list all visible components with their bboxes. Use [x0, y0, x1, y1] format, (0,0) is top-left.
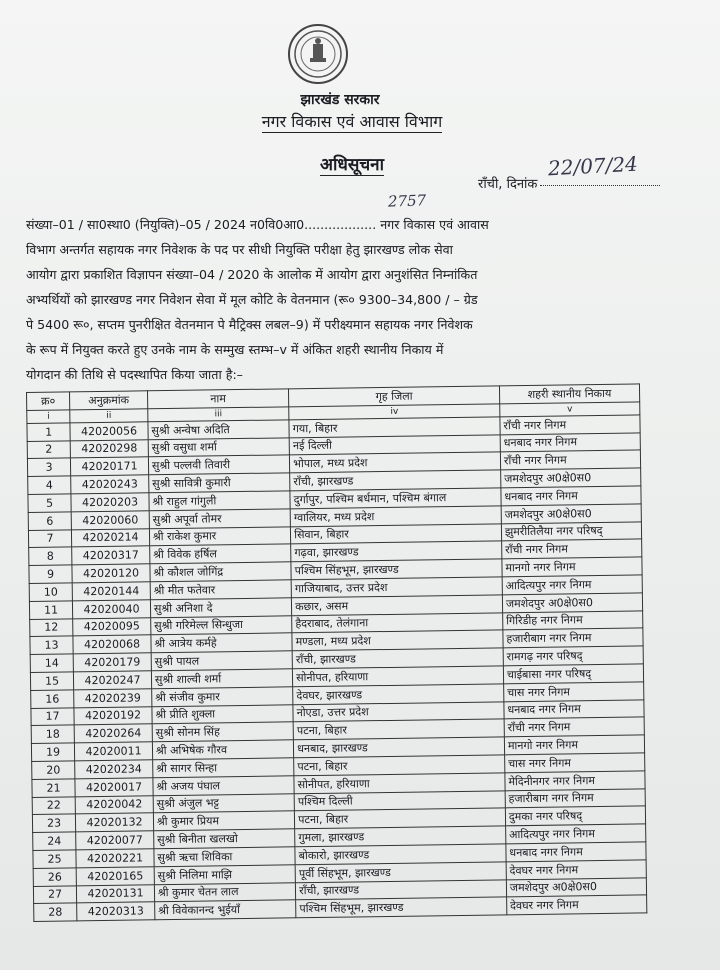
urban-body-cell: हजारीबाग नगर निगम [503, 628, 643, 648]
roll-number-cell: 42020165 [76, 866, 154, 885]
home-district-cell: गढ़वा, झारखण्ड [291, 541, 502, 562]
serial-cell: 2 [27, 440, 70, 458]
roll-number-cell: 42020214 [72, 528, 150, 547]
name-cell: सुश्री सोनम सिंह [152, 722, 293, 742]
roll-number-cell: 42020221 [76, 849, 154, 868]
serial-cell: 18 [31, 725, 74, 743]
roll-number-cell: 42020234 [75, 760, 153, 779]
name-cell: श्री मीत फतेवार [150, 580, 291, 600]
home-district-cell: पटना, बिहार [293, 719, 504, 740]
name-cell: श्री कौशल जोगिंद्र [150, 562, 291, 582]
urban-body-cell: धनबाद नगर निगम [506, 842, 646, 862]
roll-number-cell: 42020056 [70, 422, 148, 441]
home-district-cell: गया, बिहार [289, 417, 500, 438]
name-cell: सुश्री पल्लवी तिवारी [148, 455, 289, 475]
home-district-cell: देवघर, झारखण्ड [293, 684, 504, 705]
column-number: i [27, 410, 70, 424]
name-cell: सुश्री पायल [151, 651, 292, 671]
name-cell: सुश्री ऋचा शिविका [154, 847, 295, 867]
urban-body-cell: हजारीबाग नगर निगम [505, 788, 645, 808]
paragraph-line: संख्या–01 / सा0स्था0 (नियुक्ति)–05 / 2024 न0वि0आ0.................. नगर विकास एवं आवास [26, 217, 489, 232]
roll-number-cell: 42020313 [77, 902, 155, 921]
name-cell: सुश्री निलिमा माझि [154, 865, 295, 885]
header-home-district: गृह जिला [289, 386, 500, 407]
urban-body-cell: जमशेदपुर अ0क्षे0स0 [501, 504, 641, 524]
home-district-cell: नोएडा, उत्तर प्रदेश [293, 701, 504, 722]
roll-number-cell: 42020132 [76, 813, 154, 832]
name-cell: श्री कुमार प्रियम [153, 811, 294, 831]
serial-cell: 20 [32, 761, 75, 779]
serial-cell: 19 [31, 743, 74, 761]
name-cell: श्री कुमार चेतन लाल [154, 882, 295, 902]
home-district-cell: कछार, असम [292, 595, 503, 616]
roll-number-cell: 42020203 [71, 493, 149, 512]
column-number: v [500, 402, 640, 417]
urban-body-cell: राँची नगर निगम [500, 450, 640, 470]
appointment-table [26, 383, 647, 922]
urban-body-cell: मानगो नगर निगम [502, 557, 642, 577]
serial-cell: 28 [34, 903, 77, 921]
urban-body-cell: जमशेदपुर अ0क्षे0स0 [502, 593, 642, 613]
urban-body-cell: आदित्यपुर नगर निगम [502, 575, 642, 595]
urban-body-cell: आदित्यपुर नगर निगम [506, 824, 646, 844]
serial-cell: 10 [29, 583, 72, 601]
urban-body-cell: धनबाद नगर निगम [504, 699, 644, 719]
home-district-cell: सोनीपत, हरियाणा [293, 666, 504, 687]
roll-number-cell: 42020239 [74, 689, 152, 708]
column-number: iii [148, 407, 289, 422]
paragraph-line: अभ्यर्थियों को झारखण्ड नगर निवेशन सेवा में मूल कोटि के वेतनमान (रू० 9300–34,800 / – ग्रेड [26, 292, 478, 307]
home-district-cell: पश्चिम सिंहभूम, झारखण्ड [296, 897, 507, 918]
government-title: झारखंड सरकार [300, 92, 380, 108]
serial-cell: 24 [33, 832, 76, 850]
paragraph-line: के रूप में नियुक्त करते हुए उनके नाम के सम्मुख स्तम्भ–v में अंकित शहरी स्थानीय निकाय में [26, 342, 444, 357]
paragraph-line: आयोग द्वारा प्रकाशित विज्ञापन संख्या–04 / 2020 के आलोक में आयोग द्वारा अनुशंसित निम्नांकित [26, 267, 478, 282]
home-district-cell: राँची, झारखण्ड [290, 470, 501, 491]
home-district-cell: नई दिल्ली [289, 434, 500, 455]
serial-cell: 22 [32, 796, 75, 814]
name-cell: श्री प्रीति शुक्ला [152, 704, 293, 724]
home-district-cell: पश्चिम सिंहभूम, झारखण्ड [291, 559, 502, 580]
home-district-cell: बोकारो, झारखण्ड [295, 844, 506, 865]
serial-cell: 5 [28, 494, 71, 512]
urban-body-cell: दुमका नगर परिषद् [505, 806, 645, 826]
serial-cell: 6 [28, 512, 71, 530]
urban-body-cell: देवघर नगर निगम [507, 895, 647, 915]
name-cell: श्री राकेश कुमार [149, 526, 290, 546]
header-serial: क्र० [27, 392, 70, 410]
serial-cell: 16 [31, 690, 74, 708]
serial-cell: 15 [30, 672, 73, 690]
roll-number-cell: 42020017 [75, 778, 153, 797]
serial-cell: 12 [30, 618, 73, 636]
home-district-cell: पश्चिम दिल्ली [294, 790, 505, 811]
roll-number-cell: 42020144 [72, 582, 150, 601]
column-number: ii [70, 409, 148, 423]
home-district-cell: गुमला, झारखण्ड [295, 826, 506, 847]
serial-cell: 11 [29, 601, 72, 619]
serial-cell: 3 [27, 458, 70, 476]
paragraph-line: योगदान की तिथि से पदस्थापित किया जाता है:– [26, 367, 243, 382]
place-date-label: राँची, दिनांक [478, 177, 538, 192]
home-district-cell: दुर्गापुर, पश्चिम बर्धमान, पश्चिम बंगाल [290, 488, 501, 509]
name-cell: श्री अजय पंघाल [153, 776, 294, 796]
roll-number-cell: 42020120 [72, 564, 150, 583]
home-district-cell: सोनीपत, हरियाणा [294, 773, 505, 794]
roll-number-cell: 42020060 [71, 511, 149, 530]
urban-body-cell: चास नगर निगम [505, 753, 645, 773]
serial-cell: 13 [30, 636, 73, 654]
roll-number-cell: 42020171 [71, 457, 149, 476]
name-cell: श्री अभिषेक गौरव [152, 740, 293, 760]
roll-number-cell: 42020011 [75, 742, 153, 761]
notification-heading: अधिसूचना [320, 155, 384, 175]
home-district-cell: मण्डला, मध्य प्रदेश [292, 630, 503, 651]
roll-number-cell: 42020131 [77, 884, 155, 903]
urban-body-cell: राँची नगर निगम [500, 415, 640, 435]
home-district-cell: धनबाद, झारखण्ड [294, 737, 505, 758]
name-cell: श्री राहुल गांगुली [149, 491, 290, 511]
serial-cell: 7 [28, 529, 71, 547]
urban-body-cell: मेदिनीनगर नगर निगम [505, 771, 645, 791]
urban-body-cell: चाईबासा नगर परिषद् [503, 664, 643, 684]
urban-body-cell: चास नगर निगम [504, 682, 644, 702]
urban-body-cell: रामगढ़ नगर परिषद् [503, 646, 643, 666]
roll-number-cell: 42020317 [72, 546, 150, 565]
urban-body-cell: देवघर नगर निगम [506, 860, 646, 880]
name-cell: सुश्री गरिमेल्ल सिन्धुजा [151, 615, 292, 635]
roll-number-cell: 42020192 [74, 706, 152, 725]
roll-number-cell: 42020077 [76, 831, 154, 850]
serial-cell: 14 [30, 654, 73, 672]
name-cell: श्री सागर सिन्हा [153, 758, 294, 778]
name-cell: श्री आत्रेय कर्महे [151, 633, 292, 653]
serial-cell: 21 [32, 779, 75, 797]
serial-cell: 8 [29, 547, 72, 565]
urban-body-cell: राँची नगर निगम [504, 717, 644, 737]
home-district-cell: ग्वालियर, मध्य प्रदेश [290, 506, 501, 527]
home-district-cell: पूर्वी सिंहभूम, झारखण्ड [295, 862, 506, 883]
state-emblem-seal-icon [283, 22, 353, 86]
urban-body-cell: गिरिडीह नगर निगम [503, 610, 643, 630]
name-cell: सुश्री अंजुल भट्ट [153, 793, 294, 813]
roll-number-cell: 42020298 [70, 439, 148, 458]
home-district-cell: सिवान, बिहार [291, 523, 502, 544]
name-cell: सुश्री वसुधा शर्मा [148, 437, 289, 457]
home-district-cell: पटना, बिहार [294, 755, 505, 776]
home-district-cell: राँची, झारखण्ड [296, 879, 507, 900]
handwritten-reference-number: 2757 [387, 191, 427, 211]
urban-body-cell: धनबाद नगर निगम [500, 433, 640, 453]
date-dotted-line [540, 185, 660, 186]
roll-number-cell: 42020264 [74, 724, 152, 743]
home-district-cell: भोपाल, मध्य प्रदेश [290, 452, 501, 473]
column-number: iv [289, 404, 500, 420]
header-urban-body: शहरी स्थानीय निकाय [499, 384, 639, 404]
serial-cell: 1 [27, 423, 70, 441]
name-cell: श्री संजीव कुमार [152, 687, 293, 707]
urban-body-cell: मानगो नगर निगम [504, 735, 644, 755]
serial-cell: 9 [29, 565, 72, 583]
serial-cell: 25 [33, 850, 76, 868]
serial-cell: 17 [31, 707, 74, 725]
name-cell: सुश्री अपूर्वा तोमर [149, 509, 290, 529]
urban-body-cell: धनबाद नगर निगम [501, 486, 641, 506]
name-cell: सुश्री सावित्री कुमारी [149, 473, 290, 493]
roll-number-cell: 42020068 [73, 635, 151, 654]
home-district-cell: गाजियाबाद, उत्तर प्रदेश [291, 577, 502, 598]
name-cell: सुश्री शाल्वी शर्मा [151, 669, 292, 689]
serial-cell: 23 [32, 814, 75, 832]
roll-number-cell: 42020179 [73, 653, 151, 672]
serial-cell: 27 [33, 885, 76, 903]
header-name: नाम [147, 389, 288, 409]
home-district-cell: पटना, बिहार [295, 808, 506, 829]
name-cell: सुश्री बिनीता खलखो [154, 829, 295, 849]
serial-cell: 26 [33, 868, 76, 886]
department-title: नगर विकास एवं आवास विभाग [261, 112, 443, 131]
name-cell: श्री विवेकानन्द भुईयाँ [155, 900, 296, 920]
roll-number-cell: 42020042 [75, 795, 153, 814]
paragraph-line: विभाग अन्तर्गत सहायक नगर निवेशक के पद पर सीधी नियुक्ति परीक्षा हेतु झारखण्ड लोक सेवा [26, 242, 453, 257]
name-cell: सुश्री अन्वेषा अदिति [148, 420, 289, 440]
home-district-cell: हैदराबाद, तेलंगाना [292, 612, 503, 633]
handwritten-date: 22/07/24 [547, 151, 639, 181]
urban-body-cell: झुमरीतिलैया नगर परिषद् [501, 521, 641, 541]
roll-number-cell: 42020243 [71, 475, 149, 494]
paragraph-line: पे 5400 रू०, सप्तम पुनरीक्षित वेतनमान पे मैट्रिक्स लबल–9) में परीक्ष्यमान सहायक नगर निवेशक [26, 317, 473, 332]
name-cell: श्री विवेक हर्षिल [150, 544, 291, 564]
home-district-cell: राँची, झारखण्ड [292, 648, 503, 669]
header-roll-number: अनुक्रमांक [70, 391, 148, 410]
roll-number-cell: 42020095 [73, 617, 151, 636]
urban-body-cell: जमशेदपुर अ0क्षे0स0 [506, 877, 646, 897]
urban-body-cell: राँची नगर निगम [502, 539, 642, 559]
notification-paragraph [26, 212, 696, 387]
name-cell: सुश्री अनिशा दे [150, 598, 291, 618]
urban-body-cell: जमशेदपुर अ0क्षे0स0 [501, 468, 641, 488]
roll-number-cell: 42020040 [73, 600, 151, 619]
table-body [27, 415, 647, 922]
roll-number-cell: 42020247 [74, 671, 152, 690]
serial-cell: 4 [28, 476, 71, 494]
